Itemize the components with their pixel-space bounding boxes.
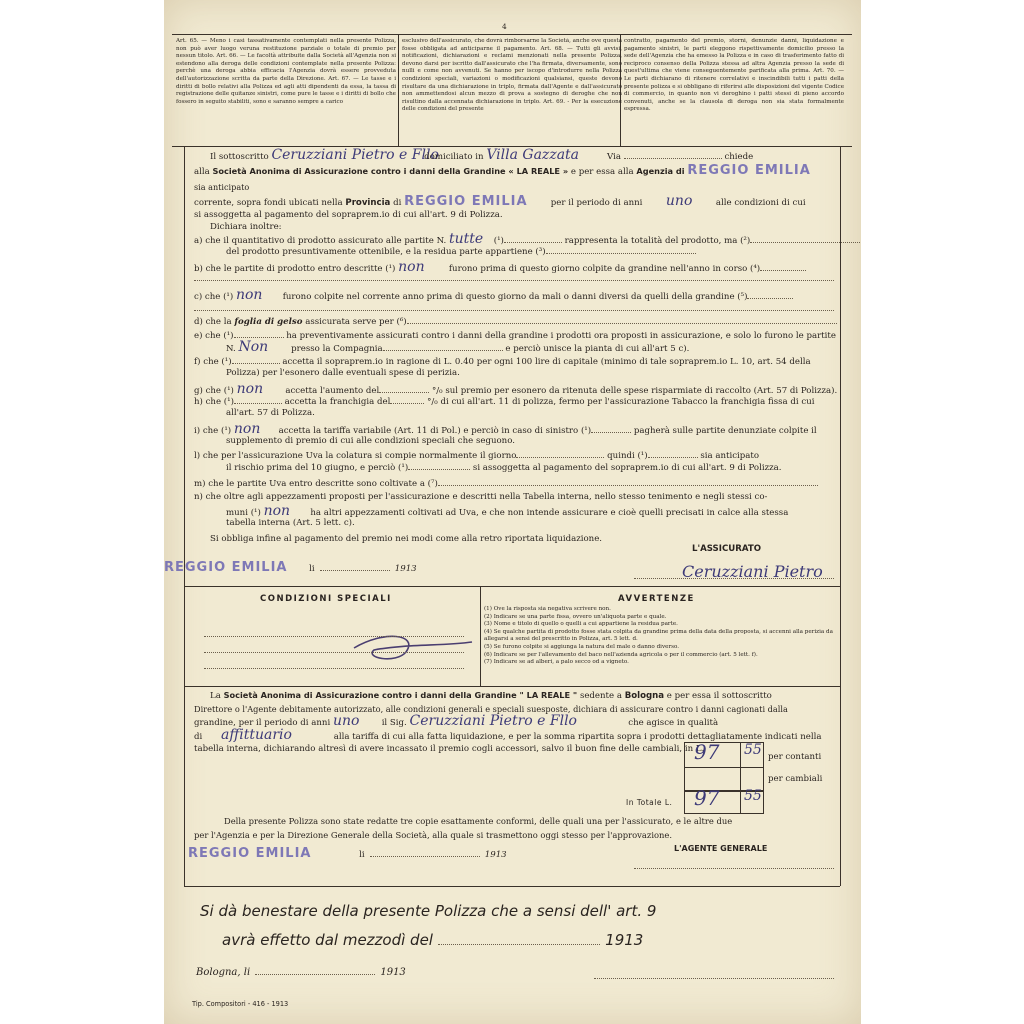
avvertenza-item: (6) Indicare se per l'allevamento del baco nell'azienda agricola o per il commercio (art. 5 lett. f).	[484, 651, 758, 658]
articles-col-1: Art. 65. — Meno i casi tassativamente contemplati nella presente Polizza, non può aver luogo veruna restituzione parziale o totale di premio per nessun titolo. Art. 66. — Le facoltà attribuite dalla Società all'Agenzia non si estendono alla deroga delle condizioni contemplate nella presente Polizza: perchè una deroga abbia efficacia l'Agenzia dovrà essere provveduta dell'autorizzazione scritta da parte della Direzione. Art. 67. — Le tasse e i diritti di bollo relativi alla Polizza ed agli atti dipendenti da essa, la tassa di registrazione delle quitanze sinistri, come pure le tasse e i diritti di bollo che fossero in seguito stabiliti, sono e saranno sempre a carico	[176, 38, 396, 105]
acceptance-place-date: REGGIO EMILIA li 1913	[188, 846, 507, 861]
benestare-line-2: avrà effetto dal mezzodì del 1913	[222, 931, 644, 949]
clause-n-3: tabella interna (Art. 5 lett. c).	[226, 518, 355, 528]
clause-h: h) che (¹) accetta la franchigia del °/₀ di cui all'art. 11 di polizza, fermo per l'assicurazione Tabacco la franchigia fissa di cui	[194, 397, 815, 407]
declaration-line-5: si assoggetta al pagamento del sopraprem.io di cui all'art. 9 di Polizza.	[194, 210, 503, 220]
amount-lire: 97	[694, 740, 720, 764]
benestare-line-3: Bologna, li 1913	[196, 967, 406, 978]
avvertenza-item: (5) Se furono colpite si aggiunga la natura del male o danno diverso.	[484, 643, 679, 650]
clause-a-2: del prodotto presuntivamente ottenibile, e la residua parte appartiene (³)	[226, 246, 696, 257]
dichiara-inoltre: Dichiara inoltre:	[210, 222, 282, 232]
copies-line-1: Della presente Polizza sono state redatte tre copie esattamente conformi, delle quali una per l'assicurato, e le altre due	[224, 816, 733, 826]
acceptance-line-3: grandine, per il periodo di anni uno il Sig. Ceruzziani Pietro e Fllo che agisce in qualità	[194, 713, 719, 729]
clause-i-2: supplemento di premio di cui alle condizioni speciali che seguono.	[226, 436, 515, 446]
clause-b: b) che le partite di prodotto entro descritte (¹) non furono prima di questo giorno colpite da grandine nell'anno in corso (⁴)	[194, 262, 806, 274]
clause-l-2: il rischio prima del 10 giugno, e perciò (¹) si assoggetta al pagamento del sopraprem.io di cui all'art. 9 di Polizza.	[226, 463, 782, 473]
acceptance-line-5: tabella interna, dichiarando altresì di avere incassato il premio cogli accessori, salvo il buon fine delle cambiali, in L.	[194, 744, 705, 754]
acceptance-line-4: di affittuario alla tariffa di cui alla fatta liquidazione, e per la somma ripartita sopra i prodotti dettagliatamente indicati nella	[194, 727, 822, 743]
articles-col-2: esclusivo dell'assicurato, che dovrà rimborsarne la Società, anche ove questa fosse obbligata ad anticiparne il pagamento. Art. 68. — Tutti gli avvisi, notificazioni, dichiarazioni e reclami menzionati nella presente Polizza, devono darsi per iscritto dall'assicurato che l'ha firmata, diversamente, sono nulli e come non avvenuti. Se hanno per iscopo d'introdurre nella Polizza condizioni speciali, variazioni o modificazioni qualsiansi, queste devono risultare da una dichiarazione in triplo, firmata dall'Agente e dall'assicurato non ammettendosi alcun mezzo di prova a sostegno di deroghe che non risultino dalla accennata dichiarazione in triplo. Art. 69. - Per la esecuzione delle condizioni del presente	[402, 38, 622, 113]
clause-n: n) che oltre agli appezzamenti proposti per l'assicurazione e descritti nella Tabella interna, nello stesso tenimento e negli stessi co-	[194, 492, 768, 502]
avvertenza-item: (1) Ove la risposta sia negativa scrivere non.	[484, 606, 611, 612]
place-date-line: REGGIO EMILIA li 1913	[164, 560, 417, 575]
assicurato-signature: Ceruzziani Pietro	[682, 562, 823, 581]
agency-stamp: REGGIO EMILIA	[687, 163, 811, 178]
per-contanti: per contanti	[768, 752, 822, 762]
declaration-line-1: Il sottoscritto Ceruzziani Pietro e Fllo domiciliato in Villa Gazzata Via chiede	[210, 147, 754, 163]
clause-f-2: Polizza) per l'esonero dalle eventuali spese di perizia.	[226, 368, 460, 378]
clause-e: e) che (¹) ha preventivamente assicurati contro i danni della grandine i prodotti ora proposti in assicurazione, e solo lo furono le partite	[194, 331, 836, 341]
agente-generale-title: L'AGENTE GENERALE	[674, 844, 768, 853]
total-cent: 55	[744, 788, 762, 804]
articles-col-3: contratto, pagamento del premio, storni, denunzie danni, liquidazione e pagamento sinistri, le parti eleggono rispettivamente domicilio presso la sede dell'Agenzia che ha emesso la Polizza e in caso di trasferimento fatto di reciproco consenso della Polizza stessa ad altra Agenzia presso la sede di quest'ultima che viene conseguentemente parificata alla prima. Art. 70. — Le parti dichiarano di ritenere correlativi e inscindibili tutti i patti della presente polizza e si obbligano di riferirsi alle disposizioni del vigente Codice di commercio, in quanto non vi deroghino i patti stessi di pieno accordo convenuti, anche se la clausola di deroga non sia stata formalmente espressa.	[624, 38, 844, 113]
clause-f: f) che (¹) accetta il sopraprem.io in ragione di L. 0.40 per ogni 100 lire di capitale (minimo di tale sopraprem.io L. 10, art. 54 della	[194, 357, 811, 367]
insurance-policy-page	[164, 0, 861, 1024]
total-lire: 97	[694, 786, 720, 810]
totale-label: In Totale L.	[626, 798, 673, 807]
condizioni-speciali-title: CONDIZIONI SPECIALI	[260, 594, 392, 604]
copies-line-2: per l'Agenzia e per la Direzione Generale della Società, alla quale si trasmettono oggi stesso per l'approvazione.	[194, 830, 673, 840]
avvertenza-item: (3) Nome e titolo di quello o quelli a cui appartiene la residua parte.	[484, 621, 678, 628]
clause-c: c) che (¹) non furono colpite nel corrente anno prima di questo giorno da mali o danni diversi da quelli della grandine (⁵)	[194, 290, 793, 302]
clause-d: d) che la foglia di gelso assicurata serve per (⁶)	[194, 316, 837, 327]
acceptance-line-2: Direttore o l'Agente debitamente autorizzato, alle condizioni generali e speciali suesposte, dichiara di assicurare contro i danni cagionati dalla	[194, 704, 788, 714]
clause-g: g) che (¹) non accetta l'aumento del °/₀ sul premio per esonero da ritenuta delle spese risparmiate di raccolto (Art. 57 di Polizza).	[194, 381, 838, 397]
declaration-line-3: sia anticipato	[194, 182, 250, 192]
amount-cent: 55	[744, 742, 762, 758]
signer-name-handwritten: Ceruzziani Pietro e Fllo	[271, 147, 439, 163]
declaration-line-2: alla Società Anonima di Assicurazione contro i danni della Grandine « LA REALE » e per essa alla Agenzia di REGGIO EMILIA	[194, 163, 811, 178]
page-number: 4	[502, 22, 507, 31]
province-stamp: REGGIO EMILIA	[404, 194, 528, 209]
benestare-line-1: Si dà benestare della presente Polizza che a sensi dell' art. 9	[200, 902, 657, 920]
avvertenza-item: (2) Indicare se una parte fissa, ovvero un'aliquota parte e quale.	[484, 613, 667, 620]
clause-h-2: all'art. 57 di Polizza.	[226, 408, 315, 418]
clause-a: a) che il quantitativo di prodotto assicurato alle partite N. tutte (¹) rappresenta la totalità del prodotto, ma (²)	[194, 234, 861, 246]
acceptance-line-1: La Società Anonima di Assicurazione contro i danni della Grandine " LA REALE " sedente a Bologna e per essa il sottoscritto	[210, 690, 772, 701]
avvertenza-item: (7) Indicare se ad alberi, a palo secco od a vigneto.	[484, 659, 629, 666]
avvertenza-item: (4) Se qualche partita di prodotto fosse stata colpita da grandine prima della data della proposta, si accenni alla perizia da allegarsi a sensi del prescritto in Polizza, art. 5 lett. d.	[484, 628, 833, 643]
assicurato-title: L'ASSICURATO	[692, 544, 762, 554]
clause-l: l) che per l'assicurazione Uva la colatura si compie normalmente il giorno quindi (¹) sia anticipato	[194, 451, 760, 461]
printer-footer: Tip. Compositori - 416 - 1913	[192, 1000, 289, 1008]
town-handwritten: Villa Gazzata	[486, 147, 580, 163]
declaration-line-4: corrente, sopra fondi ubicati nella Provincia di REGGIO EMILIA per il periodo di anni uno alle condizioni di cui	[194, 193, 806, 209]
clause-e-2: N. Non presso la Compagnia e perciò unisce la pianta di cui all'art 5 c).	[226, 339, 690, 355]
clause-n-2: muni (¹) non ha altri appezzamenti coltivati ad Uva, e che non intende assicurare e cioè quelli precisati in calce alla stessa	[226, 503, 789, 519]
cancellation-mark	[344, 620, 474, 670]
avvertenze-title: AVVERTENZE	[618, 594, 695, 604]
obbliga-line: Si obbliga infine al pagamento del premio nei modi come alla retro riportata liquidazione.	[210, 534, 603, 544]
avvertenze-list	[484, 606, 836, 667]
clause-i: i) che (¹) non accetta la tariffa variabile (Art. 11 di Pol.) e perciò in caso di sinistro (¹) pagherà sulle partite denunziate colpite il	[194, 421, 817, 437]
clause-m: m) che le partite Uva entro descritte sono coltivate a (⁷)	[194, 478, 818, 489]
per-cambiali: per cambiali	[768, 774, 823, 784]
